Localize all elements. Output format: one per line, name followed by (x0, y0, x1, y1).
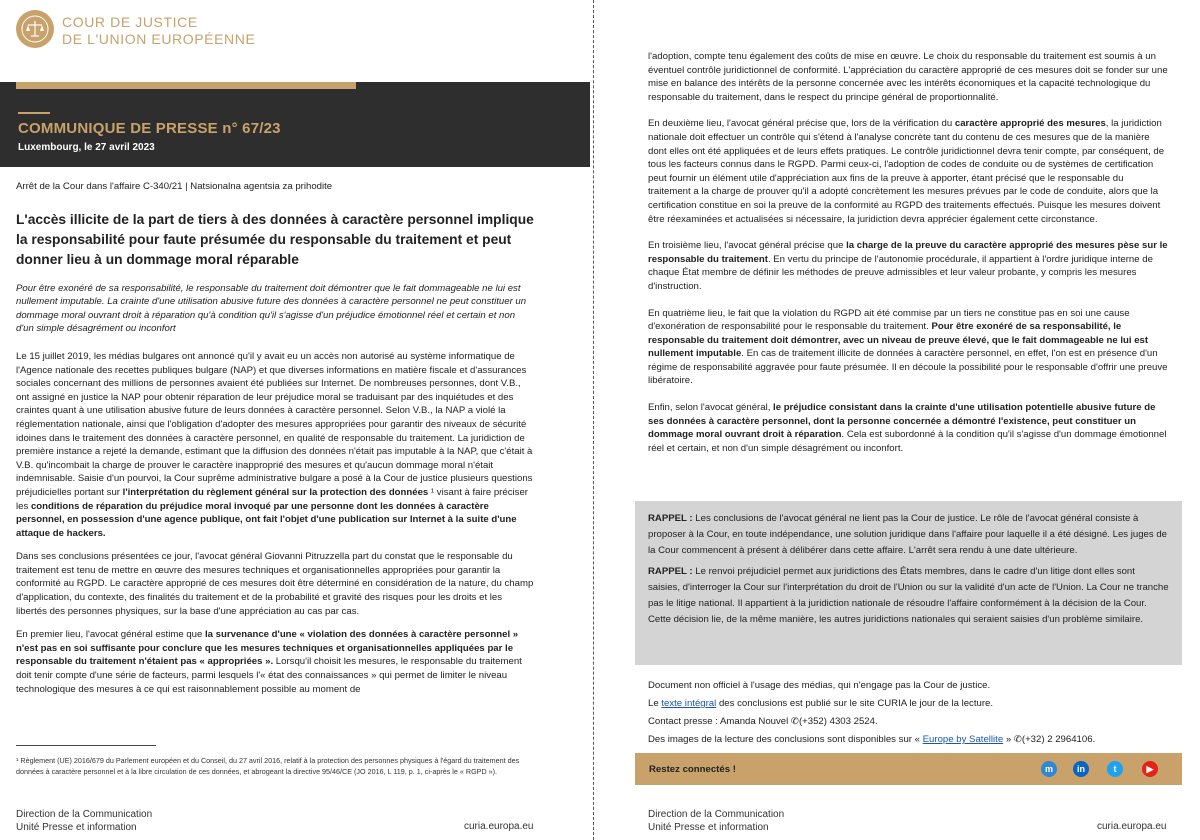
footer-direction (648, 808, 784, 834)
banner-gold-bar (16, 82, 356, 89)
left-column-body (16, 180, 534, 706)
press-release-date: Luxembourg, le 27 avril 2023 (18, 142, 155, 153)
text-run: » ✆(+32) 2 2964106. (1003, 734, 1096, 745)
linkedin-icon[interactable]: in (1073, 761, 1089, 777)
text-run: . En cas de traitement illicite de données à caractère personnel, en effet, l'on est en présence d'un régime de responsabilité aggravée pour faute présumée. Il en découle la possibilité pour le responsable d'offrir une preuve libératoire. (648, 348, 1168, 387)
bold-run: Pour être exonéré de sa responsabilité, le responsable du traitement doit démontrer, avec un niveau de preuve élevé, que le fait dommageable ne lui est nullement imputable (648, 321, 1149, 360)
bold-run: la survenance d'une « violation des données à caractère personnel » n'est pas en soi suffisante pour conclure que les mesures techniques et organisationnelles appliquées par le responsable du traitement n'étaient pas « appropriées ». (16, 629, 519, 668)
text-run: En premier lieu, l'avocat général estime que (16, 629, 206, 641)
paragraph-final-point (648, 401, 1168, 455)
paragraph-second-point (648, 117, 1168, 226)
footer-url[interactable]: curia.europa.eu (464, 821, 534, 832)
bold-run: conditions de réparation du préjudice moral invoqué par une personne dont les données à caractère personnel, en possession d'une agence publique, ont fait l'objet d'une publication sur Internet à la suite d'une attaque de hackers. (16, 500, 517, 539)
rappel-text: Le renvoi préjudiciel permet aux juridictions des États membres, dans le cadre d'un litige dont elles sont saisies, d'interroger la Cour sur l'interprétation du droit de l'Union ou sur la validité d'un acte de l'Union. La Cour ne tranche pas le litige national. Il appartient à la juridiction nationale de résoudre l'affaire conformément à la décision de la Cour. Cette décision lie, de la même manière, les autres juridictions nationales qui seraient saisies d'un problème similaire. (648, 566, 1169, 625)
stay-connected-label: Restez connectés ! (649, 763, 736, 775)
europe-by-satellite-link[interactable]: Europe by Satellite (922, 734, 1004, 745)
title-accent-line (18, 112, 50, 114)
text-run: , la juridiction nationale doit effectuer un contrôle qui s'étend à l'analyse concrète tant du contenu de ces mesures que de la manière dont elles ont été appliquées et de leurs effets pratiques. Le contrôle juridictionnel devra tenir compte, par conséquent, de tous les facteurs connus dans le RGPD. Parmi ceux-ci, l'adoption de codes de conduite ou de systèmes de certification peut fournir un élément utile d'appréciation aux fins de la preuve à apporter, étant précisé que le responsable du traitement a la charge de prouver qu'il a adopté concrètement les mesures prévues par le code de conduite, alors que la certification constitue en soi la preuve de la conformité au RGPD des traitements effectués. Puisque les mesures doivent être réexaminées et actualisées si nécessaire, la juridiction devra apprécier également cette circonstance. (648, 118, 1165, 225)
text-run: . En vertu du principe de l'autonomie procédurale, il appartient à l'ordre juridique interne de chaque État membre de définir les méthodes de preuve admissibles et leur valeur probante, y compris les mesures d'instruction. (648, 253, 1153, 292)
headline: L'accès illicite de la part de tiers à des données à caractère personnel implique la responsabilité pour faute présumée du responsable du traitement et peut donner lieu à un dommage moral réparable (16, 211, 534, 267)
footnote: ¹ Règlement (UE) 2016/679 du Parlement européen et du Conseil, du 27 avril 2016, relatif à la protection des personnes physiques à l'égard du traitement des données à caractère personnel et à la libre circulation de ces données, et abrogeant la directive 95/46/CE (JO 2016, L 119, p. 1, ci-après le « RGPD »). (16, 756, 520, 776)
note-unofficial: Document non officiel à l'usage des médias, qui n'engage pas la Cour de justice. (648, 680, 991, 691)
case-reference: Arrêt de la Cour dans l'affaire C-340/21 | Natsionalna agentsia za prihodite (16, 181, 333, 192)
scales-icon (20, 14, 50, 44)
footer-direction (16, 808, 152, 834)
paragraph-fourth-point (648, 307, 1168, 389)
text-run: En deuxième lieu, l'avocat général précise que, lors de la vérification du (648, 118, 955, 130)
bold-run: le préjudice consistant dans la crainte d'une utilisation potentielle abusive future de ses données à caractère personnel, dont la personne concernée a démontré l'existence, peut constituer un dommage moral ouvrant droit à réparation (648, 402, 1156, 441)
page-divider (593, 0, 594, 840)
text-run: En quatrième lieu, le fait que la violation du RGPD ait été commise par un tiers ne constitue pas en soi une cause d'exonération de responsabilité pour le responsable du traitement. (648, 307, 1130, 333)
paragraph-first-point (16, 628, 534, 696)
twitter-icon[interactable]: t (1107, 761, 1123, 777)
paragraph-facts (16, 350, 534, 540)
bold-run: la charge de la preuve du caractère approprié des mesures pèse sur le responsable du traitement (648, 240, 1168, 265)
note-press-contact: Contact presse : Amanda Nouvel ✆(+352) 4303 2524. (648, 716, 878, 727)
court-logo (16, 10, 54, 48)
rappel-preliminary-ruling (648, 564, 1169, 627)
mastodon-icon[interactable]: m (1041, 761, 1057, 777)
footer-direction-line1: Direction de la Communication (16, 809, 153, 820)
footer-direction-line2: Unité Presse et information (648, 822, 769, 833)
text-run: En troisième lieu, l'avocat général précise que (648, 240, 847, 252)
text-run: Enfin, selon l'avocat général, (648, 402, 774, 414)
note-full-text (648, 695, 1178, 713)
right-column-body (648, 50, 1168, 465)
youtube-icon[interactable]: ▶ (1142, 761, 1158, 777)
full-text-link[interactable]: texte intégral (661, 698, 717, 709)
bold-run: caractère approprié des mesures (954, 118, 1106, 130)
bold-run: l'interprétation du règlement général sur la protection des données (122, 486, 429, 498)
text-run: Le 15 juillet 2019, les médias bulgares ont annoncé qu'il y avait eu un accès non autorisé au système informatique de l'Agence nationale des recettes publiques bulgare (NAP) et que diverses informations en matière fiscale et d'assurances sociales concernant des millions de personnes avaient été publiées sur Internet. De nombreuses personnes, dont V.B., ont assigné en justice la NAP pour obtenir réparation de leur préjudice moral se traduisant par des inquiétudes et des craintes quant à une utilisation abusive future de leurs données à caractère personnel. Selon V.B., la NAP a violé la réglementation nationale, ainsi que l'obligation d'adopter des mesures appropriées pour garantir des niveaux de sécurité idoines dans le traitement des données à caractère personnel, en qualité de responsable du traitement. La juridiction de première instance a rejeté la demande, estimant que la diffusion des données n'était pas imputable à la NAP, que c'était à V.B. qu'incombait la charge de prouver le caractère inapproprié des mesures et qu'aucun dommage moral n'était indemnisable. Saisie d'un pourvoi, la Cour suprême administrative bulgare a posé à la Cour de justice plusieurs questions préjudicielles portant sur (16, 350, 533, 498)
note-images (648, 731, 1178, 749)
court-name-line1: COUR DE JUSTICE (62, 14, 198, 30)
text-run: Des images de la lecture des conclusions sont disponibles sur « (648, 734, 923, 745)
court-name (62, 14, 255, 48)
text-run: Le (648, 698, 662, 709)
page-right (600, 0, 1200, 840)
lead-summary: Pour être exonéré de sa responsabilité, le responsable du traitement doit démontrer que le fait dommageable ne lui est nullement imputable. La crainte d'une utilisation abusive future des données à caractère personnel ne peut constituer un dommage moral ouvrant droit à réparation qu'à condition qu'il s'agisse d'un préjudice émotionnel réel et certain et non d'un simple désagrément ou inconfort (16, 282, 527, 335)
rappel-label: RAPPEL : (648, 513, 693, 524)
footnote-ref[interactable]: ¹ visant à faire préciser les (16, 486, 528, 512)
rappel-box (635, 501, 1182, 665)
text-run: . Cela est subordonné à la condition qu'il s'agisse d'un dommage émotionnel réel et certain, et non d'un simple désagrément ou inconfort. (648, 429, 1167, 454)
stay-connected-bar (635, 753, 1182, 785)
rappel-advocate-general (648, 511, 1169, 558)
footnote-separator (16, 745, 156, 746)
footer-direction-line2: Unité Presse et information (16, 822, 137, 833)
paragraph-third-point (648, 239, 1168, 293)
text-run: des conclusions est publié sur le site CURIA le jour de la lecture. (716, 698, 994, 709)
press-release-title: COMMUNIQUE DE PRESSE n° 67/23 (18, 120, 281, 137)
text-run: Lorsqu'il choisit les mesures, le responsable du traitement doit tenir compte d'une série de facteurs, parmi lesquels l'« état des connaissances » qui permet de limiter le niveau technologique des mesures à ce qui est raisonnablement possible au moment de (16, 656, 522, 695)
paragraph-conclusions: Dans ses conclusions présentées ce jour, l'avocat général Giovanni Pitruzzella part du constat que le responsable du traitement est tenu de mettre en œuvre des mesures techniques et organisationnelles appropriées pour garantir la conformité au RGPD. Le caractère approprié de ces mesures doit être déterminé en considération de la nature, du champ d'application, du contexte, des finalités du traitement et de la probabilité et gravité des risques pour les droits et les libertés des personnes physiques, sur la base d'une appréciation au cas par cas. (16, 551, 534, 617)
document-notes (648, 677, 1178, 749)
rappel-text: Les conclusions de l'avocat général ne lient pas la Cour de justice. Le rôle de l'avocat général consiste à proposer à la Cour, en toute indépendance, une solution juridique dans l'affaire pour laquelle il a été désigné. Les juges de la Cour commencent à présent à délibérer dans cette affaire. L'arrêt sera rendu à une date ultérieure. (648, 513, 1168, 556)
paragraph-continued: l'adoption, compte tenu également des coûts de mise en œuvre. Le choix du responsable du traitement est soumis à un éventuel contrôle juridictionnel de conformité. L'appréciation du caractère approprié de ces mesures doit se fonder sur une mise en balance des intérêts de la personne concernée avec les intérêts économiques et la capacité technologique du responsable du traitement, dans le respect du principe général de proportionnalité. (648, 51, 1168, 103)
footer-url[interactable]: curia.europa.eu (1097, 821, 1167, 832)
footer-direction-line1: Direction de la Communication (648, 809, 785, 820)
court-name-line2: DE L'UNION EUROPÉENNE (62, 31, 256, 47)
rappel-label: RAPPEL : (648, 566, 693, 578)
